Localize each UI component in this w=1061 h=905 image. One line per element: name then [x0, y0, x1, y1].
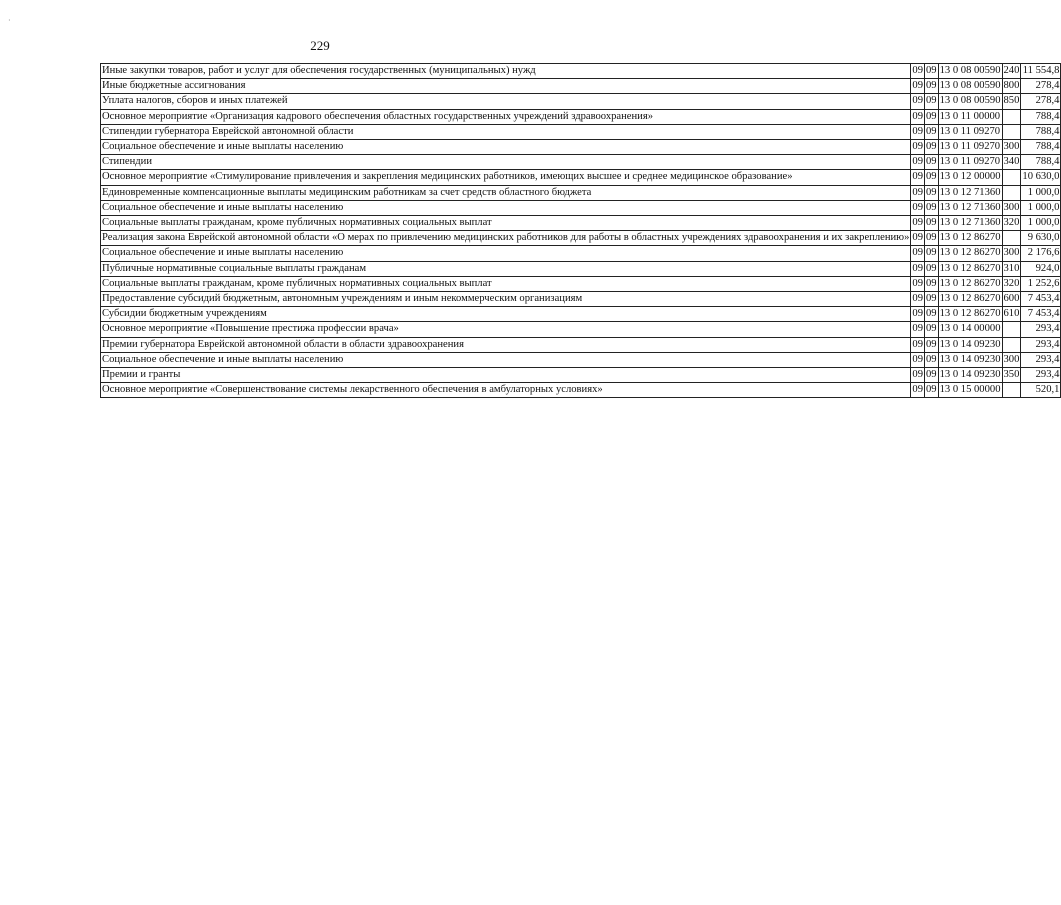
row-name-cell: Социальное обеспечение и иные выплаты населению [101, 200, 911, 215]
section-code-cell: 09 [911, 246, 925, 261]
expense-type-cell [1002, 124, 1021, 139]
expense-type-cell: 310 [1002, 261, 1021, 276]
section-code-cell: 09 [911, 94, 925, 109]
row-name-cell: Основное мероприятие «Организация кадрового обеспечения областных государственных учреждений здравоохранения» [101, 109, 911, 124]
target-article-cell: 13 0 12 86270 [938, 292, 1002, 307]
amount-cell: 1 000,0 [1021, 216, 1061, 231]
target-article-cell: 13 0 08 00590 [938, 94, 1002, 109]
amount-cell: 788,4 [1021, 140, 1061, 155]
section-code-cell: 09 [911, 307, 925, 322]
expense-type-cell: 300 [1002, 352, 1021, 367]
expense-type-cell [1002, 231, 1021, 246]
section-code-cell: 09 [911, 124, 925, 139]
table-row [101, 307, 1061, 322]
table-row [101, 140, 1061, 155]
section-code-cell: 09 [911, 337, 925, 352]
subsection-code-cell: 09 [924, 231, 938, 246]
expense-type-cell: 800 [1002, 79, 1021, 94]
section-code-cell: 09 [911, 368, 925, 383]
target-article-cell: 13 0 08 00590 [938, 64, 1002, 79]
target-article-cell: 13 0 12 71360 [938, 200, 1002, 215]
scan-speck: · [8, 16, 11, 25]
amount-cell: 788,4 [1021, 109, 1061, 124]
section-code-cell: 09 [911, 109, 925, 124]
row-name-cell: Уплата налогов, сборов и иных платежей [101, 94, 911, 109]
budget-table [100, 63, 1061, 398]
subsection-code-cell: 09 [924, 276, 938, 291]
row-name-cell: Премии и гранты [101, 368, 911, 383]
expense-type-cell: 300 [1002, 200, 1021, 215]
expense-type-cell [1002, 170, 1021, 185]
expense-type-cell: 300 [1002, 246, 1021, 261]
subsection-code-cell: 09 [924, 216, 938, 231]
target-article-cell: 13 0 12 86270 [938, 231, 1002, 246]
table-row [101, 109, 1061, 124]
table-row [101, 292, 1061, 307]
expense-type-cell [1002, 383, 1021, 398]
subsection-code-cell: 09 [924, 124, 938, 139]
table-row [101, 383, 1061, 398]
table-row [101, 155, 1061, 170]
row-name-cell: Реализация закона Еврейской автономной области «О мерах по привлечению медицинских работников для работы в областных учреждениях здравоохранения и их закреплению» [101, 231, 911, 246]
amount-cell: 293,4 [1021, 337, 1061, 352]
row-name-cell: Социальное обеспечение и иные выплаты населению [101, 246, 911, 261]
target-article-cell: 13 0 14 09230 [938, 352, 1002, 367]
subsection-code-cell: 09 [924, 79, 938, 94]
expense-type-cell: 320 [1002, 276, 1021, 291]
amount-cell: 278,4 [1021, 94, 1061, 109]
row-name-cell: Иные бюджетные ассигнования [101, 79, 911, 94]
amount-cell: 1 000,0 [1021, 200, 1061, 215]
table-row [101, 124, 1061, 139]
expense-type-cell: 340 [1002, 155, 1021, 170]
amount-cell: 7 453,4 [1021, 307, 1061, 322]
target-article-cell: 13 0 14 00000 [938, 322, 1002, 337]
table-row [101, 337, 1061, 352]
row-name-cell: Стипендии [101, 155, 911, 170]
amount-cell: 788,4 [1021, 124, 1061, 139]
section-code-cell: 09 [911, 276, 925, 291]
section-code-cell: 09 [911, 170, 925, 185]
section-code-cell: 09 [911, 322, 925, 337]
amount-cell: 520,1 [1021, 383, 1061, 398]
row-name-cell: Субсидии бюджетным учреждениям [101, 307, 911, 322]
table-row [101, 185, 1061, 200]
target-article-cell: 13 0 12 86270 [938, 307, 1002, 322]
table-row [101, 216, 1061, 231]
section-code-cell: 09 [911, 216, 925, 231]
amount-cell: 1 252,6 [1021, 276, 1061, 291]
subsection-code-cell: 09 [924, 155, 938, 170]
expense-type-cell: 850 [1002, 94, 1021, 109]
amount-cell: 10 630,0 [1021, 170, 1061, 185]
subsection-code-cell: 09 [924, 109, 938, 124]
table-row [101, 246, 1061, 261]
amount-cell: 11 554,8 [1021, 64, 1061, 79]
expense-type-cell [1002, 109, 1021, 124]
section-code-cell: 09 [911, 383, 925, 398]
row-name-cell: Социальное обеспечение и иные выплаты населению [101, 140, 911, 155]
row-name-cell: Социальные выплаты гражданам, кроме публичных нормативных социальных выплат [101, 276, 911, 291]
table-row [101, 368, 1061, 383]
row-name-cell: Премии губернатора Еврейской автономной области в области здравоохранения [101, 337, 911, 352]
expense-type-cell: 300 [1002, 140, 1021, 155]
row-name-cell: Основное мероприятие «Стимулирование привлечения и закрепления медицинских работников, имеющих высшее и среднее медицинское образование» [101, 170, 911, 185]
table-row [101, 79, 1061, 94]
amount-cell: 293,4 [1021, 322, 1061, 337]
section-code-cell: 09 [911, 200, 925, 215]
table-row [101, 94, 1061, 109]
table-row [101, 352, 1061, 367]
amount-cell: 7 453,4 [1021, 292, 1061, 307]
section-code-cell: 09 [911, 292, 925, 307]
amount-cell: 1 000,0 [1021, 185, 1061, 200]
expense-type-cell [1002, 337, 1021, 352]
expense-type-cell: 320 [1002, 216, 1021, 231]
target-article-cell: 13 0 14 09230 [938, 337, 1002, 352]
section-code-cell: 09 [911, 64, 925, 79]
row-name-cell: Иные закупки товаров, работ и услуг для обеспечения государственных (муниципальных) нужд [101, 64, 911, 79]
subsection-code-cell: 09 [924, 200, 938, 215]
target-article-cell: 13 0 08 00590 [938, 79, 1002, 94]
target-article-cell: 13 0 12 86270 [938, 276, 1002, 291]
table-row [101, 231, 1061, 246]
target-article-cell: 13 0 12 71360 [938, 185, 1002, 200]
target-article-cell: 13 0 15 00000 [938, 383, 1002, 398]
section-code-cell: 09 [911, 185, 925, 200]
amount-cell: 2 176,6 [1021, 246, 1061, 261]
subsection-code-cell: 09 [924, 368, 938, 383]
expense-type-cell: 600 [1002, 292, 1021, 307]
row-name-cell: Социальные выплаты гражданам, кроме публичных нормативных социальных выплат [101, 216, 911, 231]
subsection-code-cell: 09 [924, 337, 938, 352]
target-article-cell: 13 0 11 09270 [938, 124, 1002, 139]
page-number: 229 [310, 38, 330, 53]
row-name-cell: Стипендии губернатора Еврейской автономной области [101, 124, 911, 139]
subsection-code-cell: 09 [924, 170, 938, 185]
expense-type-cell: 610 [1002, 307, 1021, 322]
section-code-cell: 09 [911, 79, 925, 94]
amount-cell: 278,4 [1021, 79, 1061, 94]
table-row [101, 276, 1061, 291]
amount-cell: 293,4 [1021, 368, 1061, 383]
expense-type-cell [1002, 322, 1021, 337]
target-article-cell: 13 0 12 71360 [938, 216, 1002, 231]
section-code-cell: 09 [911, 231, 925, 246]
subsection-code-cell: 09 [924, 261, 938, 276]
table-row [101, 322, 1061, 337]
section-code-cell: 09 [911, 140, 925, 155]
subsection-code-cell: 09 [924, 292, 938, 307]
amount-cell: 9 630,0 [1021, 231, 1061, 246]
subsection-code-cell: 09 [924, 307, 938, 322]
subsection-code-cell: 09 [924, 94, 938, 109]
expense-type-cell: 350 [1002, 368, 1021, 383]
section-code-cell: 09 [911, 261, 925, 276]
section-code-cell: 09 [911, 352, 925, 367]
target-article-cell: 13 0 11 00000 [938, 109, 1002, 124]
amount-cell: 788,4 [1021, 155, 1061, 170]
row-name-cell: Единовременные компенсационные выплаты медицинским работникам за счет средств областного бюджета [101, 185, 911, 200]
table-row [101, 64, 1061, 79]
row-name-cell: Предоставление субсидий бюджетным, автономным учреждениям и иным некоммерческим организациям [101, 292, 911, 307]
table-row [101, 261, 1061, 276]
row-name-cell: Социальное обеспечение и иные выплаты населению [101, 352, 911, 367]
subsection-code-cell: 09 [924, 140, 938, 155]
subsection-code-cell: 09 [924, 64, 938, 79]
subsection-code-cell: 09 [924, 185, 938, 200]
target-article-cell: 13 0 12 86270 [938, 261, 1002, 276]
expense-type-cell [1002, 185, 1021, 200]
target-article-cell: 13 0 14 09230 [938, 368, 1002, 383]
target-article-cell: 13 0 11 09270 [938, 155, 1002, 170]
section-code-cell: 09 [911, 155, 925, 170]
target-article-cell: 13 0 12 86270 [938, 246, 1002, 261]
target-article-cell: 13 0 12 00000 [938, 170, 1002, 185]
target-article-cell: 13 0 11 09270 [938, 140, 1002, 155]
amount-cell: 293,4 [1021, 352, 1061, 367]
table-row [101, 200, 1061, 215]
row-name-cell: Основное мероприятие «Совершенствование системы лекарственного обеспечения в амбулаторных условиях» [101, 383, 911, 398]
subsection-code-cell: 09 [924, 383, 938, 398]
table-row [101, 170, 1061, 185]
budget-table-body [101, 64, 1061, 398]
subsection-code-cell: 09 [924, 246, 938, 261]
subsection-code-cell: 09 [924, 352, 938, 367]
expense-type-cell: 240 [1002, 64, 1021, 79]
amount-cell: 924,0 [1021, 261, 1061, 276]
subsection-code-cell: 09 [924, 322, 938, 337]
row-name-cell: Публичные нормативные социальные выплаты гражданам [101, 261, 911, 276]
row-name-cell: Основное мероприятие «Повышение престижа профессии врача» [101, 322, 911, 337]
